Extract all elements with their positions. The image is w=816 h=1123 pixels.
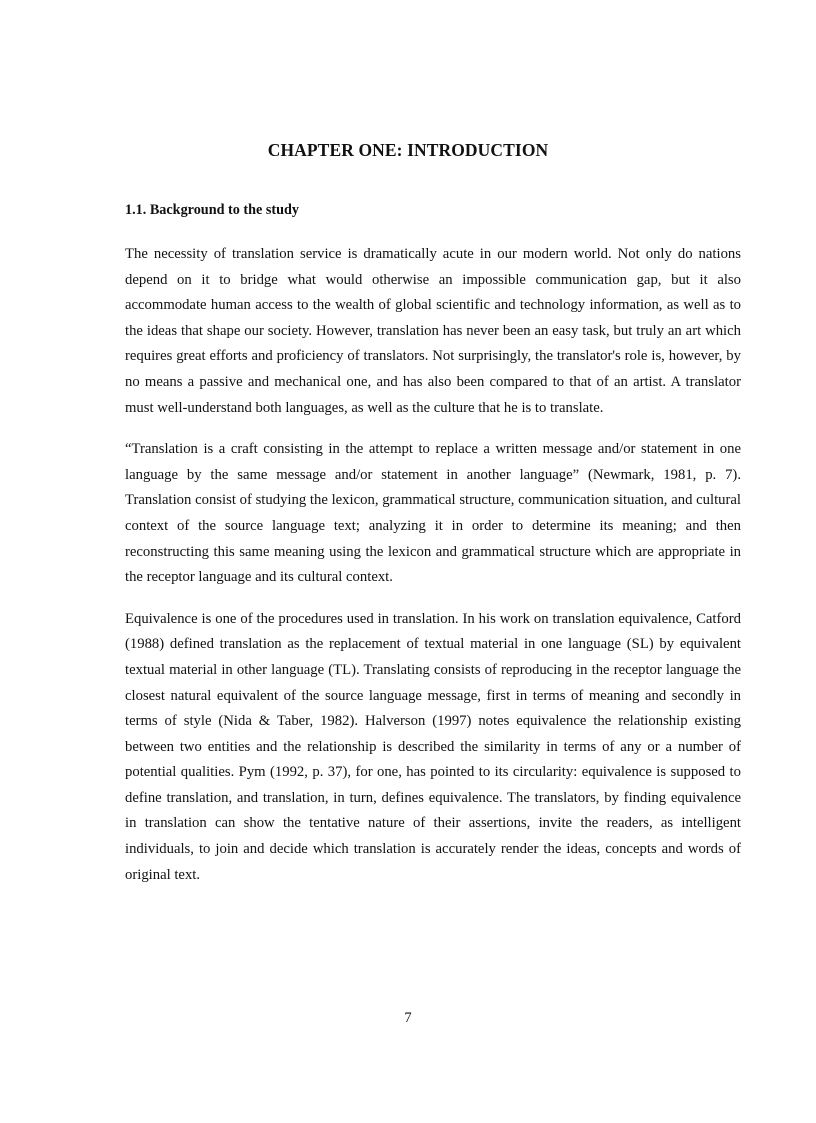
paragraph-translation-necessity: The necessity of translation service is dramatically acute in our modern world. Not only do nations depend on it to bridge what would otherwise an impossible communication gap, but it also accommodate human access to the wealth of global scientific and technology information, as well as to the ideas that shape our society. However, translation has never been an easy task, but truly an art which requires great efforts and proficiency of translators. Not surprisingly, the translator's role is, however, by no means a passive and mechanical one, and has also been compared to that of an artist. A translator must well-understand both languages, as well as the culture that he is to translate. <box>125 246 741 416</box>
paragraph-equivalence: Equivalence is one of the procedures used in translation. In his work on translation equivalence, Catford (1988) defined translation as the replacement of textual material in one language (SL) by equivalent textual material in other language (TL). Translating consists of reproducing in the receptor language the closest natural equivalent of the source language message, first in terms of meaning and secondly in terms of style (Nida & Taber, 1982). Halverson (1997) notes equivalence the relationship existing between two entities and the relationship is described the similarity in terms of any or a number of potential qualities. Pym (1992, p. 37), for one, has pointed to its circularity: equivalence is supposed to define translation, and translation, in turn, defines equivalence. The translators, by finding equivalence in translation can show the tentative nature of their assertions, invite the readers, as intelligent individuals, to join and decide which translation is accurately render the ideas, concepts and words of original text. <box>125 610 741 883</box>
paragraph-translation-definition: “Translation is a craft consisting in the attempt to replace a written message and/or statement in one language by the same message and/or statement in another language” (Newmark, 1981, p. 7). Translation consist of studying the lexicon, grammatical structure, communication situation, and cultural context of the source language text; analyzing it in order to determine its meaning; and then reconstructing this same meaning using the lexicon and grammatical structure which are appropriate in the receptor language and its cultural context. <box>125 441 741 586</box>
section-heading: 1.1. Background to the study <box>125 202 299 218</box>
chapter-title: CHAPTER ONE: INTRODUCTION <box>267 140 549 160</box>
body-text <box>125 242 741 904</box>
page-number: 7 <box>404 1010 412 1026</box>
